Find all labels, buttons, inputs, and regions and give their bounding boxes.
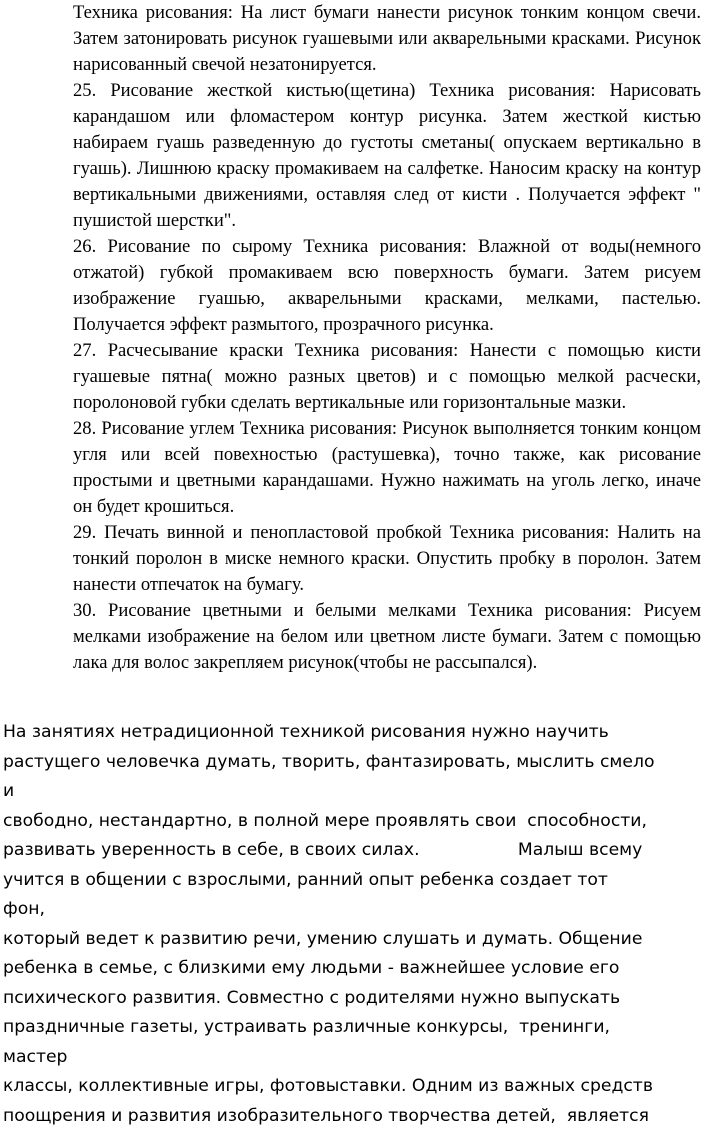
conclusion-line: поощрения и развития изобразительного творчества детей, является [3,1102,655,1131]
conclusion-line: праздничные газеты, устраивать различные конкурсы, тренинги, мастер [3,1013,655,1072]
technique-paragraph-25: 25. Рисование жесткой кистью(щетина) Техника рисования: Нарисовать карандашом или фломастером контур рисунка. Затем жесткой кистью набираем гуашь разведенную до густоты сметаны( опускаем вертикально в гуашь). Лишнюю краску промакиваем на салфетке. Наносим краску на контур вертикальными движениями, оставляя след от кисти . Получается эффект " пушистой шерстки". [73,78,701,234]
technique-paragraph-29: 29. Печать винной и пенопластовой пробкой Техника рисования: Налить на тонкий поролон в миске немного краски. Опустить пробку в поролон. Затем нанести отпечаток на бумагу. [73,520,701,598]
technique-paragraph-28: 28. Рисование углем Техника рисования: Рисунок выполняется тонким концом угля или всей повехностью (растушевка), точно также, как рисование простыми и цветными карандашами. Нужно нажимать на уголь легко, иначе он будет крошиться. [73,416,701,520]
conclusion-line: учится в общении с взрослыми, ранний опыт ребенка создает тот фон, [3,866,655,925]
conclusion-line: ребенка в семье, с близкими ему людьми - важнейшее условие его [3,954,655,984]
conclusion-section [3,718,655,1131]
conclusion-line: растущего человечка думать, творить, фантазировать, мыслить смело и [3,748,655,807]
conclusion-line: который ведет к развитию речи, умению слушать и думать. Общение [3,925,655,955]
conclusion-line: На занятиях нетрадиционной техникой рисования нужно научить [3,718,655,748]
technique-paragraph-26: 26. Рисование по сырому Техника рисования: Влажной от воды(немного отжатой) губкой промакиваем всю поверхность бумаги. Затем рисуем изображение гуашью, акварельными красками, мелками, пастелью. Получается эффект размытого, прозрачного рисунка. [73,234,701,338]
conclusion-line: развивать уверенность в себе, в своих силах. Малыш всему [3,836,655,866]
technique-paragraph-27: 27. Расчесывание краски Техника рисования: Нанести с помощью кисти гуашевые пятна( можно разных цветов) и с помощью мелкой расчески, поролоновой губки сделать вертикальные или горизонтальные мазки. [73,338,701,416]
technique-paragraph-30: 30. Рисование цветными и белыми мелками Техника рисования: Рисуем мелками изображение на белом или цветном листе бумаги. Затем с помощью лака для волос закрепляем рисунок(чтобы не рассыпался). [73,598,701,676]
techniques-list [73,0,701,676]
technique-paragraph-candle: Техника рисования: На лист бумаги нанести рисунок тонким концом свечи. Затем затонировать рисунок гуашевыми или акварельными красками. Рисунок нарисованный свечой незатонируется. [73,0,701,78]
conclusion-line: свободно, нестандартно, в полной мере проявлять свои способности, [3,807,655,837]
conclusion-line: психического развития. Совместно с родителями нужно выпускать [3,984,655,1014]
conclusion-line: классы, коллективные игры, фотовыставки. Одним из важных средств [3,1072,655,1102]
